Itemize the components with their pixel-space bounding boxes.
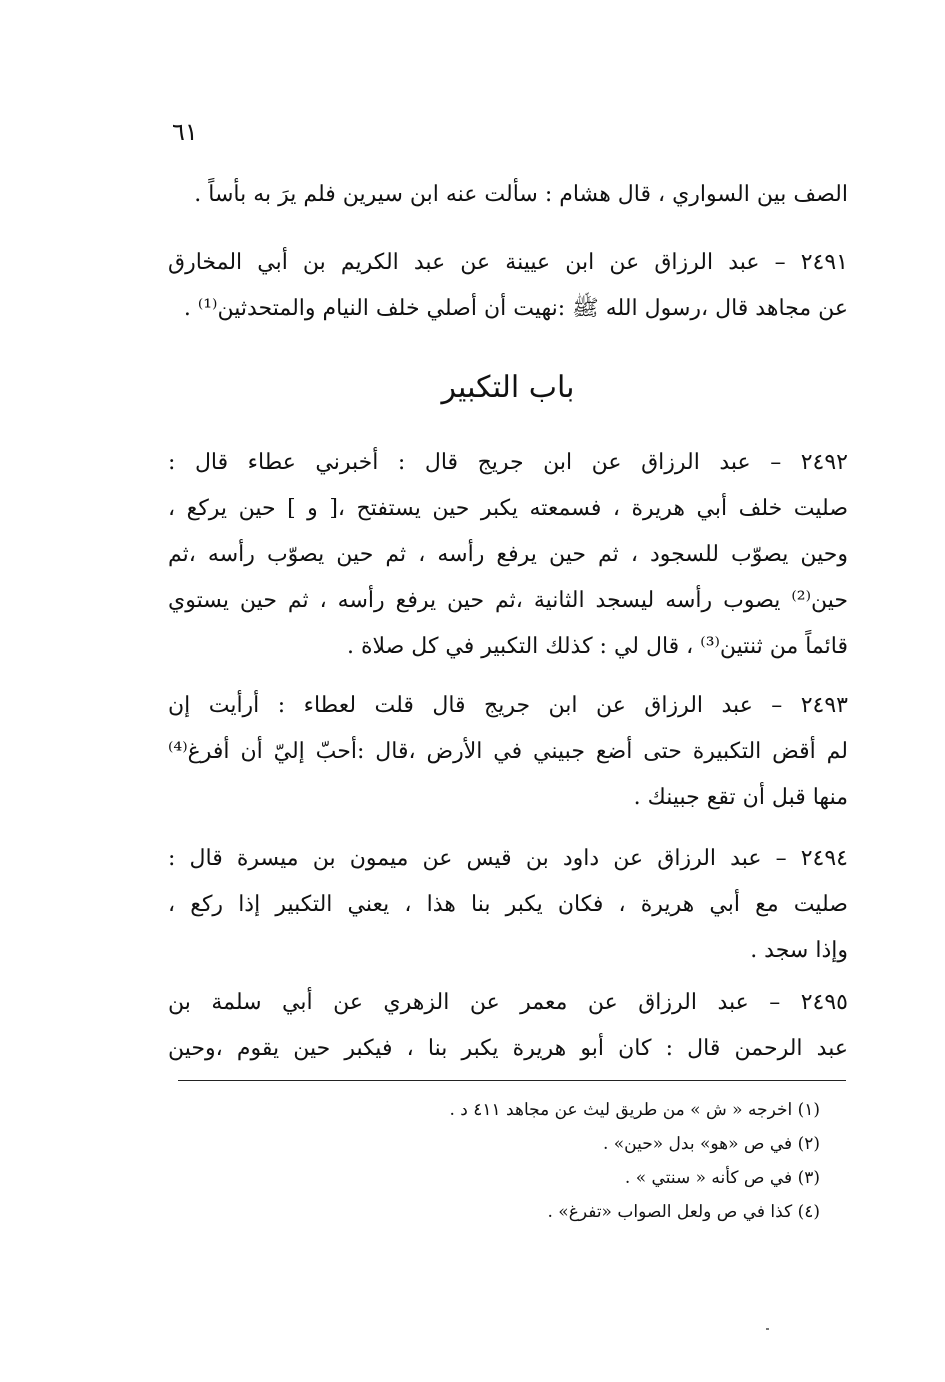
hadith-2491 <box>168 240 848 332</box>
footnote-1: (١) اخرجه « ش » من طريق ليث عن مجاهد ٤١١ د . <box>449 1100 820 1120</box>
footnote-3: (٣) في ص كأنه « سنتي » . <box>624 1168 820 1188</box>
footnotes <box>300 1093 820 1229</box>
chapter-heading: باب التكبير <box>441 370 575 405</box>
hadith-2492-line-5: قائماً من ثنتين⁽³⁾ ، قال لي : كذلك التكبير في كل صلاة . <box>346 634 848 659</box>
hadith-2491-line-2: عن مجاهد قال ،رسول الله ﷺ :نهيت أن أصلي خلف النيام والمتحدثين⁽¹⁾ . <box>183 296 848 321</box>
hadith-2491-line-1: ٢٤٩١ – عبد الرزاق عن ابن عيينة عن عبد الكريم بن أبي المخارق <box>168 250 848 275</box>
page-number: ٦١ <box>172 118 198 146</box>
hadith-2494-line-3: وإذا سجد . <box>750 938 848 963</box>
hadith-2495 <box>168 980 848 1072</box>
hadith-2494-line-1: ٢٤٩٤ – عبد الرزاق عن داود بن قيس عن ميمون بن ميسرة قال : <box>168 846 848 871</box>
hadith-2495-line-1: ٢٤٩٥ – عبد الرزاق عن معمر عن الزهري عن أبي سلمة بن <box>168 990 848 1015</box>
intro-paragraph <box>168 172 848 218</box>
footnote-2: (٢) في ص «هو» بدل «حين» . <box>602 1134 820 1154</box>
hadith-2492-line-4: حين⁽²⁾ يصوب رأسه ليسجد الثانية ،ثم حين يرفع رأسه ، ثم حين يستوي <box>168 588 848 613</box>
hadith-2492-line-3: وحين يصوّب للسجود ، ثم حين يرفع رأسه ، ثم حين يصوّب رأسه ،ثم <box>168 542 848 567</box>
scan-speck <box>766 1328 769 1330</box>
intro-line: الصف بين السواري ، قال هشام : سألت عنه ابن سيرين فلم يرَ به بأساً . <box>194 182 848 207</box>
footnote-divider <box>178 1080 846 1081</box>
hadith-2494-line-2: صليت مع أبي هريرة ، فكان يكبر بنا هذا ، يعني التكبير إذا ركع ، <box>168 892 848 917</box>
hadith-2493 <box>168 683 848 821</box>
hadith-2493-line-3: منها قبل أن تقع جبينك . <box>633 785 848 810</box>
hadith-2492 <box>168 440 848 670</box>
hadith-2493-line-1: ٢٤٩٣ – عبد الرزاق عن ابن جريج قال قلت لعطاء : أرأيت إن <box>168 693 848 718</box>
hadith-2492-line-2: صليت خلف أبي هريرة ، فسمعته يكبر حين يستفتح ،[ و ] حين يركع ، <box>168 496 848 521</box>
hadith-2495-line-2: عبد الرحمن قال : كان أبو هريرة يكبر بنا ، فيكبر حين يقوم ،وحين <box>168 1036 848 1061</box>
footnote-4: (٤) كذا في ص ولعل الصواب «تفرغ» . <box>547 1202 820 1222</box>
hadith-2492-line-1: ٢٤٩٢ – عبد الرزاق عن ابن جريج قال : أخبرني عطاء قال : <box>168 450 848 475</box>
hadith-2494 <box>168 836 848 974</box>
hadith-2493-line-2: لم أقض التكبيرة حتى أضع جبيني في الأرض ،قال :أحبّ إليّ أن أفرغ⁽⁴⁾ <box>168 739 848 764</box>
